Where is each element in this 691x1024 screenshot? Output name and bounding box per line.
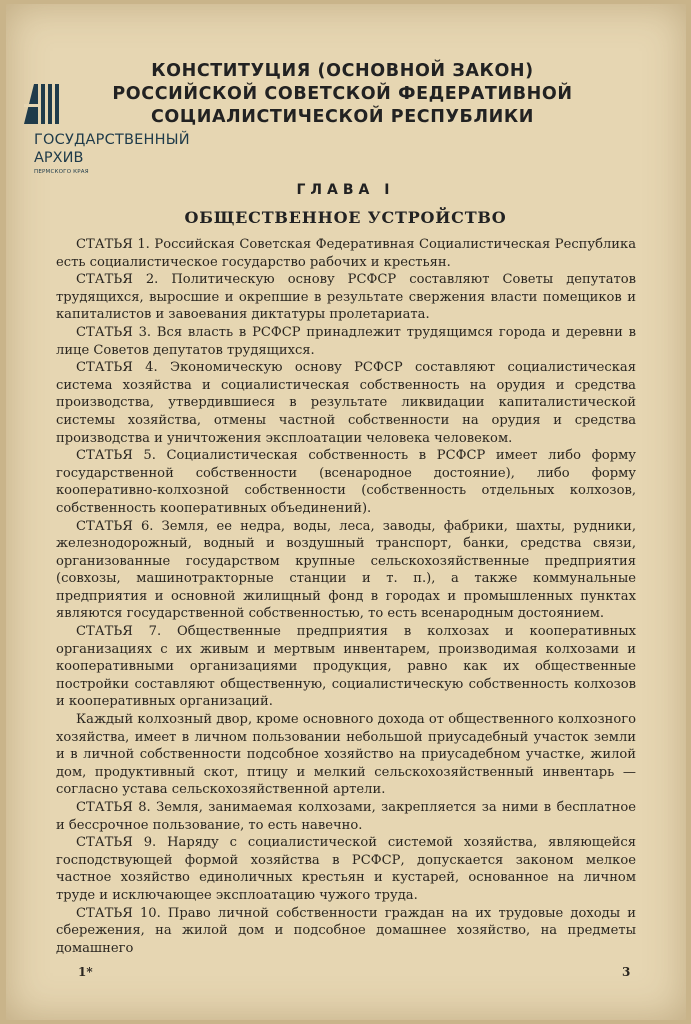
section-heading: ОБЩЕСТВЕННОЕ УСТРОЙСТВО xyxy=(184,208,507,227)
article-1: СТАТЬЯ 1. Российская Советская Федеративная Социалистическая Республика есть социалистическое государство рабочих и крестьян. xyxy=(56,237,636,270)
article-4: СТАТЬЯ 4. Экономическую основу РСФСР составляют социалистическая система хозяйства и социалистическая собственность на орудия и средства производства, утвердившиеся в результате ликвидации капиталистической системы хозяйства, отмены частной собственности на орудия и средства производства и уничтожения эксплоатации человека человеком. xyxy=(56,360,636,446)
page-number: 3 xyxy=(622,965,631,979)
document-title xyxy=(90,60,595,129)
signature-mark: 1* xyxy=(78,965,93,979)
article-2: СТАТЬЯ 2. Политическую основу РСФСР составляют Советы депутатов трудящихся, выросшие и окрепшие в результате свержения власти помещиков и капиталистов и завоевания диктатуры пролетариата. xyxy=(56,272,636,323)
article-8: СТАТЬЯ 8. Земля, занимаемая колхозами, закрепляется за ними в бесплатное и бессрочное пользование, то есть навечно. xyxy=(56,800,636,833)
article-3: СТАТЬЯ 3. Вся власть в РСФСР принадлежит трудящимся города и деревни в лице Советов депутатов трудящихся. xyxy=(56,324,636,358)
title-line-3: СОЦИАЛИСТИЧЕСКОЙ РЕСПУБЛИКИ xyxy=(150,107,535,127)
article-9: СТАТЬЯ 9. Наряду с социалистической системой хозяйства, являющейся господствующей формой хозяйства в РСФСР, допускается законом мелкое частное хозяйство единоличных крестьян и кустарей, основанное на личном труде и исключающее эксплоатацию чужого труда. xyxy=(56,835,636,903)
title-line-1: КОНСТИТУЦИЯ (ОСНОВНОЙ ЗАКОН) xyxy=(151,61,534,81)
title-line-2: РОССИЙСКОЙ СОВЕТСКОЙ ФЕДЕРАТИВНОЙ xyxy=(112,84,573,104)
article-7-paragraph-2: Каждый колхозный двор, кроме основного дохода от общественного колхозного хозяйства, имеет в личном пользовании небольшой приусадебный участок земли и в личной собственности подсобное хозяйство на приусадебном участке, жилой дом, продуктивный скот, птицу и мелкий сельскохозяйственный инвентарь — согласно устава сельскохозяйственной артели. xyxy=(56,712,636,798)
watermark-line-1: ГОСУДАРСТВЕННЫЙ xyxy=(34,132,190,148)
article-10: СТАТЬЯ 10. Право личной собственности граждан на их трудовые доходы и сбережения, на жилой дом и подсобное домашнее хозяйство, на предметы домашнего xyxy=(56,905,636,956)
chapter-label: ГЛАВА I xyxy=(296,182,395,198)
watermark-line-2: АРХИВ xyxy=(34,150,84,166)
archive-logo-icon xyxy=(22,80,66,126)
watermark-line-3: ПЕРМСКОГО КРАЯ xyxy=(34,169,89,175)
article-5: СТАТЬЯ 5. Социалистическая собственность в РСФСР имеет либо форму государственной собственности (всенародное достояние), либо форму кооперативно-колхозной собственности (собственность отдельных колхозов, собственность кооперативных объединений). xyxy=(56,448,636,516)
body-text xyxy=(56,236,636,957)
article-7: СТАТЬЯ 7. Общественные предприятия в колхозах и кооперативных организациях с их живым и мертвым инвентарем, производимая колхозами и кооперативными организациями продукция, равно как их общественные постройки составляют общественную, социалистическую собственность колхозов и кооперативных организаций. xyxy=(56,624,636,710)
article-6: СТАТЬЯ 6. Земля, ее недра, воды, леса, заводы, фабрики, шахты, рудники, железнодорожный, водный и воздушный транспорт, банки, средства связи, организованные государством крупные сельскохозяйственные предприятия (совхозы, машинотракторные станции и т. п.), а также коммунальные предприятия и основной жилищный фонд в городах и промышленных пунктах являются государственной собственностью, то есть всенародным достоянием. xyxy=(56,518,636,622)
